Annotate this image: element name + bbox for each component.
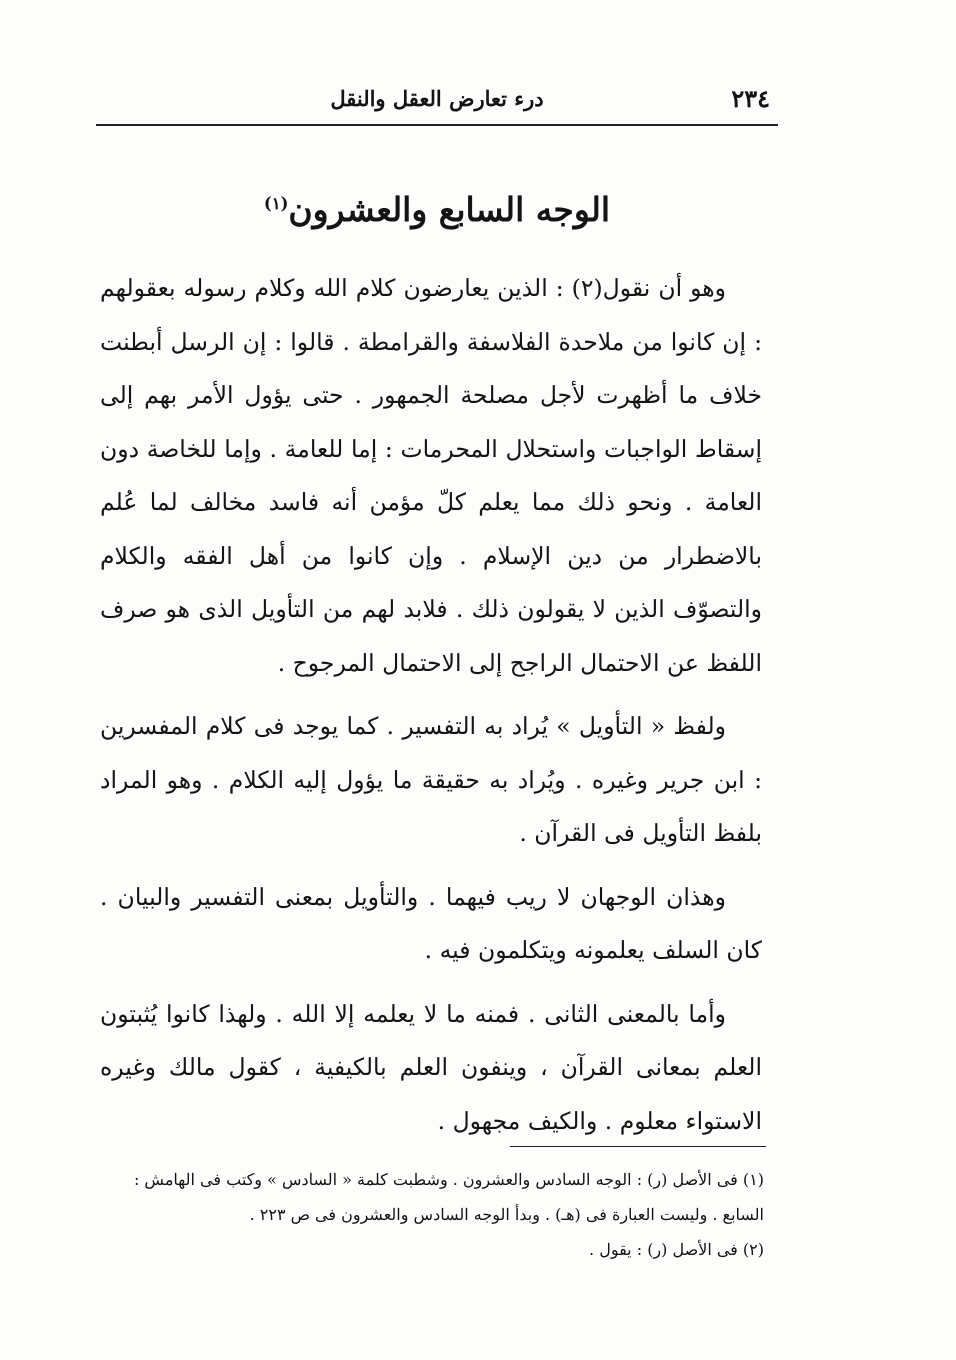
footnote: (١) فى الأصل (ر) : الوجه السادس والعشرون . وشطبت كلمة « السادس » وكتب فى الهامش : السابع . وليست العبارة فى (هـ) . وبدأ الوجه السادس والعشرون فى ص ٢٢٣ . — [133, 1170, 764, 1224]
section-title-text: الوجه السابع والعشرون — [288, 190, 611, 229]
paragraph: وهذان الوجهان لا ريب فيهما . والتأويل بمعنى التفسير والبيان . كان السلف يعلمونه ويتكلمون فيه . — [100, 882, 762, 964]
footnote: (٢) فى الأصل (ر) : يقول . — [589, 1240, 764, 1259]
paragraph: ولفظ « التأويل » يُراد به التفسير . كما يوجد فى كلام المفسرين : ابن جرير وغيره . ويُراد به حقيقة ما يؤول إليه الكلام . وهو المراد بلفظ التأويل فى القرآن . — [100, 712, 762, 847]
section-footnote-marker: (١) — [263, 194, 289, 213]
section-heading — [96, 190, 778, 229]
paragraph: وهو أن نقول(٢) : الذين يعارضون كلام الله وكلام رسوله بعقولهم : إن كانوا من ملاحدة الفلاسفة والقرامطة . قالوا : إن الرسل أبطنت خلاف ما أظهرت لأجل مصلحة الجمهور . حتى يؤول الأمر بهم إلى إسقاط الواجبات واستحلال المحرمات : إما للعامة . وإما للخاصة دون العامة . ونحو ذلك مما يعلم كلّ مؤمن أنه فاسد مخالف لما عُلم بالاضطرار من دين الإسلام . وإن كانوا من أهل الفقه والكلام والتصوّف الذين لا يقولون ذلك . فلابد لهم من التأويل الذى هو صرف اللفظ عن الاحتمال الراجح إلى الاحتمال المرجوح . — [100, 274, 762, 677]
footnotes — [104, 1162, 764, 1267]
footnote-divider — [510, 1146, 766, 1147]
header-divider — [96, 124, 778, 126]
page-number: ٢٣٤ — [731, 84, 770, 113]
paragraph: وأما بالمعنى الثانى . فمنه ما لا يعلمه إلا الله . ولهذا كانوا يُثبتون العلم بمعانى القرآن ، وينفون العلم بالكيفية ، كقول مالك وغيره الاستواء معلوم . والكيف مجهول . — [100, 999, 762, 1135]
running-head — [96, 80, 778, 120]
main-text — [100, 262, 762, 1158]
book-title: درء تعارض العقل والنقل — [330, 86, 544, 111]
